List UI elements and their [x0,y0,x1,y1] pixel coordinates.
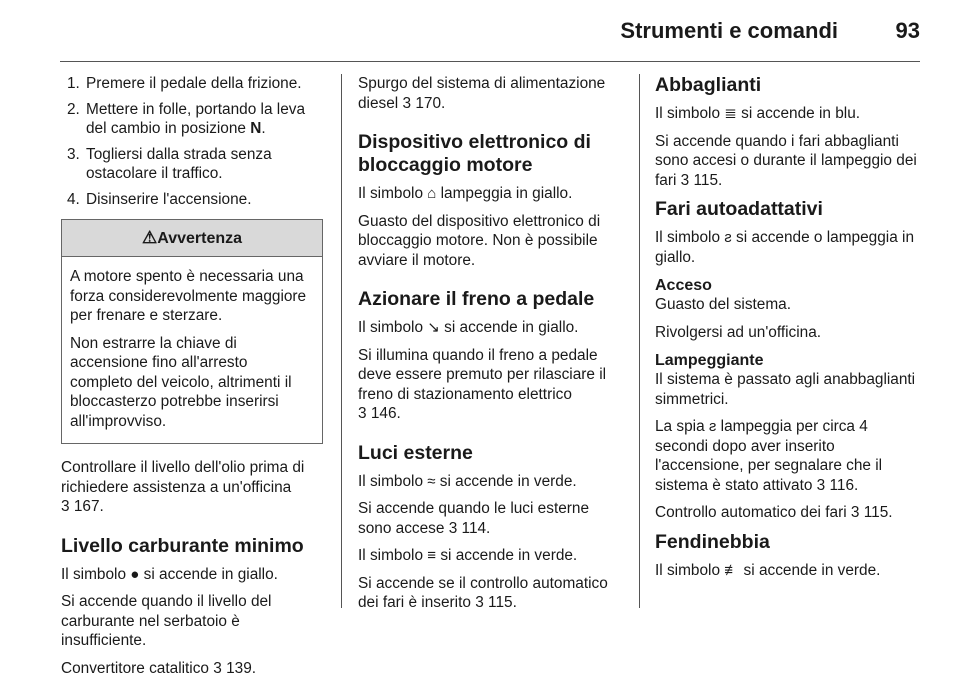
lampeggiante-text-3: Controllo automatico dei fari 3 115. [655,504,893,521]
procedure-steps [61,74,323,209]
warning-header [62,220,322,257]
column-divider-2 [639,74,640,608]
column-divider-1 [341,74,342,608]
high-beam-text-1: Il simbolo ≣ si accende in blu. [655,105,861,122]
step-text: Mettere in folle, portando la leva del cambio in posizione [86,100,306,137]
step-number: 3. [67,145,80,163]
step-text: Premere il pedale della frizione. [86,75,302,92]
lampeggiante-text-1: Il sistema è passato agli anabbaglianti simmetrici. [655,371,916,408]
header-rule [60,61,920,62]
step-3 [61,145,323,184]
fog-light-icon: ≢ [724,561,740,579]
diesel-purge-text: Spurgo del sistema di alimentazione diesel 3 170. [358,75,606,112]
lampeggiante-heading: Lampeggiante [655,352,764,369]
warning-text-2: Non estrarre la chiave di accensione fino all'arresto completo del veicolo, altrimenti il bloccasterzo potrebbe inserirsi all'improvviso. [70,334,292,430]
immobilizer-icon: ⌂ [427,185,437,202]
warning-box [61,219,323,444]
page-header-title: Strumenti e comandi [620,18,838,43]
fuel-text-1: Il simbolo ● si accende in giallo. [61,565,278,583]
brake-text-2: Si illumina quando il freno a pedale deve essere premuto per rilasciare il freno di stazionamento elettrico 3 146. [358,346,607,422]
adaptive-light-icon: ƨ [724,229,732,246]
immobilizer-text-1: Il simbolo ⌂ lampeggia in giallo. [358,185,573,202]
step-4 [61,190,323,210]
catalytic-ref: Convertitore catalitico 3 139. [61,659,257,677]
step-number: 4. [67,190,80,208]
exterior-lights-heading: Luci esterne [358,441,473,464]
fuel-heading: Livello carburante minimo [61,534,304,557]
immobilizer-heading: Dispositivo elettronico di bloccaggio motore [358,131,591,176]
acceso-heading: Acceso [655,277,712,294]
warning-triangle-icon: ⚠ [141,228,158,247]
column-3 [655,74,925,588]
adaptive-lights-heading: Fari autoadattativi [655,198,823,220]
adaptive-light-icon: ƨ [708,418,717,435]
oil-check-text: Controllare il livello dell'olio prima di richiedere assistenza a un'officina 3 167. [61,459,305,515]
oil-ref: 3 167. [61,498,104,515]
auto-light-icon: ≡ [427,547,437,564]
brake-heading: Azionare il freno a pedale [358,288,595,310]
high-beam-icon: ≣ [724,105,737,122]
high-beam-heading: Abbaglianti [655,74,762,96]
fog-text-1: Il simbolo ≢ si accende in verde. [655,561,881,579]
acceso-text-1: Guasto del sistema. [655,296,792,313]
warning-title: Avvertenza [157,230,243,247]
step-1 [61,74,323,94]
lights-text-3: Il simbolo ≡ si accende in verde. [358,547,578,564]
fuel-drop-icon: ● [130,565,140,583]
column-1 [61,74,323,686]
warning-body [62,257,322,443]
step-2 [61,100,323,139]
column-2 [358,74,622,621]
lights-text-1: Il simbolo ≈ si accende in verde. [358,472,577,490]
gear-position: N [250,120,262,137]
acceso-text-2: Rivolgersi ad un'officina. [655,323,822,341]
immobilizer-text-2: Guasto del dispositivo elettronico di bloccaggio motore. Non è possibile avviare il motore. [358,212,601,269]
lights-text-2: Si accende quando le luci esterne sono accese 3 114. [358,500,590,537]
step-text: Togliersi dalla strada senza ostacolare il traffico. [86,145,272,182]
brake-text-1: Il simbolo ↘ si accende in giallo. [358,319,579,336]
step-number: 1. [67,75,80,92]
adaptive-text-1: Il simbolo ƨ si accende o lampeggia in giallo. [655,229,915,266]
brake-ref: 3 146. [358,405,401,422]
lights-text-4: Si accende se il controllo automatico dei fari è inserito 3 115. [358,574,608,611]
side-lights-icon: ≈ [427,472,436,490]
step-text-end: . [261,120,266,137]
step-number: 2. [67,100,80,118]
warning-text-1: A motore spento è necessaria una forza considerevolmente maggiore per frenare e sterzare. [70,268,307,324]
step-text: Disinserire l'accensione. [86,190,252,208]
lampeggiante-text-2: La spia ƨ lampeggia per circa 4 secondi dopo aver inserito l'accensione, per segnalare che il sistema è stato attivato 3 116. [655,418,883,494]
fog-lights-heading: Fendinebbia [655,530,770,553]
high-beam-text-2: Si accende quando i fari abbaglianti sono accesi o durante il lampeggio dei fari 3 115. [655,132,917,189]
fuel-text-2: Si accende quando il livello del carburante nel serbatoio è insufficiente. [61,593,272,649]
page-number: 93 [895,18,920,43]
brake-pedal-icon: ↘ [427,319,440,336]
